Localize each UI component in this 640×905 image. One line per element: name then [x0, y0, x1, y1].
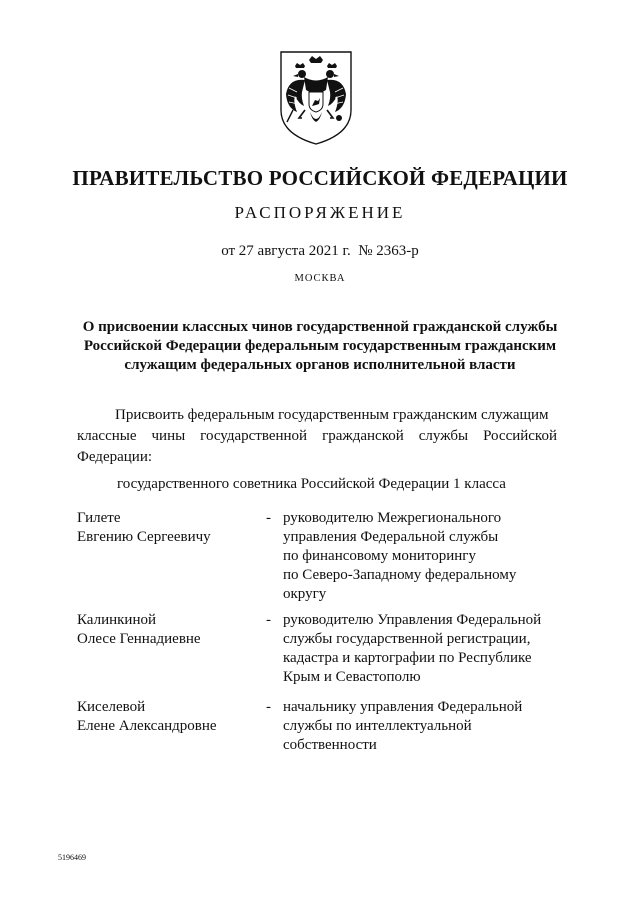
appointee-dash: -: [266, 699, 271, 715]
decree-text: [77, 405, 557, 468]
appointee-name: [77, 509, 257, 547]
appointee-name: [77, 698, 257, 736]
decree-word: классные: [77, 428, 137, 444]
rank-title: государственного советника Российской Федерации 1 класса: [117, 476, 506, 492]
appointee-dash: -: [266, 612, 271, 628]
document-code: 5196469: [58, 853, 86, 862]
document-date-line: [0, 243, 640, 260]
position-line: службы государственной регистрации,: [283, 631, 531, 647]
appointee-name: [77, 611, 257, 649]
decree-word: чины: [151, 428, 186, 444]
document-number: № 2363-р: [358, 243, 419, 259]
appointee-given-names: Олесе Геннадиевне: [77, 631, 201, 647]
appointee-position: [283, 698, 573, 755]
position-line: начальнику управления Федеральной: [283, 699, 523, 715]
decree-line: [77, 426, 557, 447]
decree-line: [77, 405, 557, 426]
position-line: руководителю Межрегионального: [283, 510, 502, 526]
government-title: ПРАВИТЕЛЬСТВО РОССИЙСКОЙ ФЕДЕРАЦИИ: [72, 166, 568, 190]
document-type: РАСПОРЯЖЕНИЕ: [234, 203, 406, 222]
position-line: Крым и Севастополю: [283, 669, 421, 685]
position-line: округу: [283, 586, 327, 602]
decree-word: гражданской: [322, 428, 404, 444]
position-line: службы по интеллектуальной: [283, 718, 472, 734]
appointee-surname: Гилете: [77, 510, 121, 526]
appointee-position: [283, 509, 573, 604]
appointee-dash: -: [266, 510, 271, 526]
appointee-given-names: Елене Александровне: [77, 718, 217, 734]
position-line: по Северо-Западному федеральному: [283, 567, 517, 583]
appointee-position: [283, 611, 573, 687]
position-line: руководителю Управления Федеральной: [283, 612, 542, 628]
double-headed-eagle-icon: [275, 48, 357, 148]
decree-word: государственной: [200, 428, 308, 444]
position-line: управления Федеральной службы: [283, 529, 499, 545]
subject-line: О присвоении классных чинов государственной гражданской службы: [82, 319, 558, 335]
appointee-given-names: Евгению Сергеевичу: [77, 529, 211, 545]
subject-line: Российской Федерации федеральным государственным гражданским: [83, 338, 557, 354]
appointee-surname: Калинкиной: [77, 612, 157, 628]
position-line: по финансовому мониторингу: [283, 548, 476, 564]
document-subject: [60, 318, 580, 375]
decree-word: службы: [418, 428, 469, 444]
document-date: от 27 августа 2021 г.: [221, 243, 351, 259]
position-line: кадастра и картографии по Республике: [283, 650, 532, 666]
document-city: МОСКВА: [294, 273, 346, 284]
decree-line-text: Присвоить федеральным государственным гражданским служащим: [115, 407, 549, 423]
position-line: собственности: [283, 737, 377, 753]
appointee-surname: Киселевой: [77, 699, 146, 715]
decree-line: Федерации:: [77, 449, 153, 465]
decree-word: Российской: [483, 428, 557, 444]
subject-line: служащим федеральных органов исполнительной власти: [124, 357, 516, 373]
